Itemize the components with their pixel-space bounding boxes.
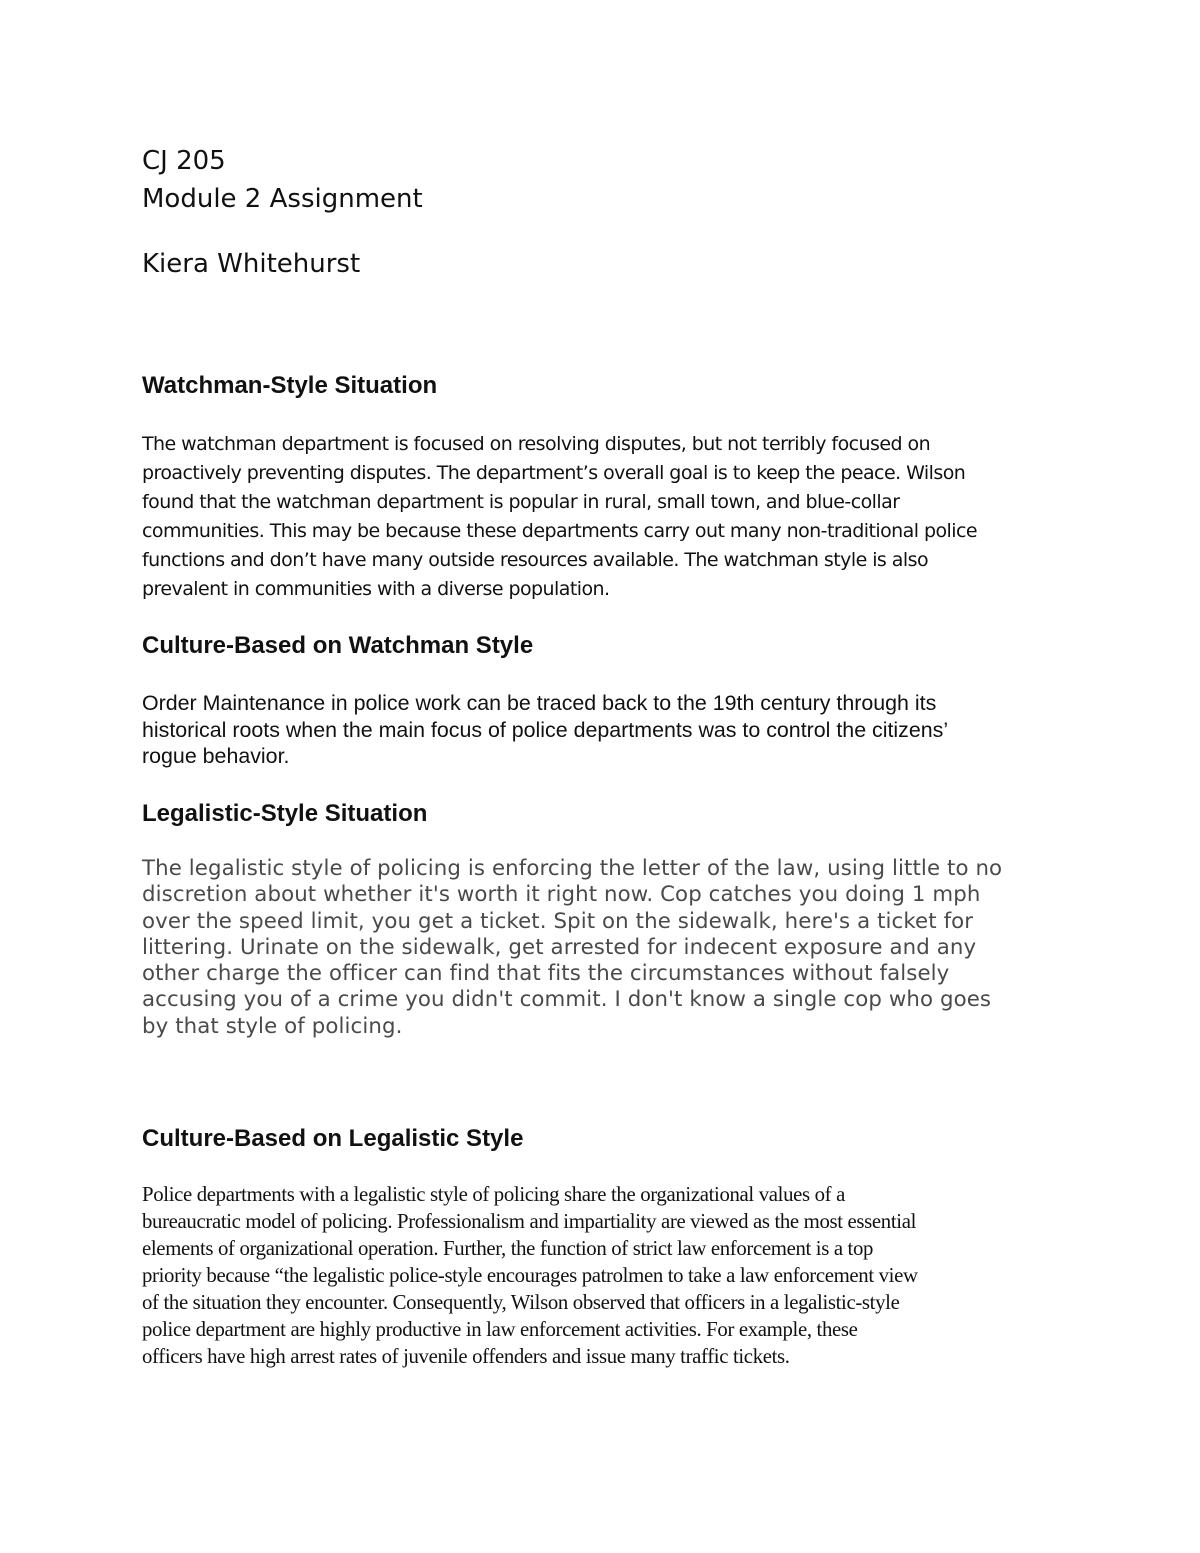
paragraph-line: officers have high arrest rates of juvenile offenders and issue many traffic tickets.	[142, 1345, 790, 1368]
paragraph-line: found that the watchman department is popular in rural, small town, and blue-collar	[142, 491, 900, 513]
paragraph-line: The legalistic style of policing is enforcing the letter of the law, using little to no	[142, 856, 1003, 881]
paragraph-line: elements of organizational operation. Further, the function of strict law enforcement is a top	[142, 1237, 874, 1260]
section-body-watchman-culture	[142, 690, 1057, 770]
section-body-legalistic-situation	[142, 856, 1052, 1040]
author-name: Kiera Whitehurst	[142, 249, 361, 279]
paragraph-line: proactively preventing disputes. The department’s overall goal is to keep the peace. Wilson	[142, 462, 966, 484]
paragraph-line: of the situation they encounter. Consequently, Wilson observed that officers in a legalistic-style	[142, 1291, 900, 1314]
course-code: CJ 205	[142, 146, 226, 176]
paragraph-line: The watchman department is focused on resolving disputes, but not terribly focused on	[142, 433, 931, 455]
paragraph-line: Police departments with a legalistic style of policing share the organizational values of a	[142, 1183, 845, 1206]
assignment-title: Module 2 Assignment	[142, 184, 423, 214]
paragraph-line: over the speed limit, you get a ticket. Spit on the sidewalk, here's a ticket for	[142, 908, 974, 934]
section-heading-watchman-situation: Watchman-Style Situation	[142, 372, 438, 399]
paragraph-line: by that style of policing.	[142, 1013, 403, 1039]
paragraph-line: accusing you of a crime you didn't commit. I don't know a single cop who goes	[142, 987, 992, 1013]
section-body-legalistic-culture	[142, 1181, 1067, 1370]
paragraph-line: Order Maintenance in police work can be traced back to the 19th century through its	[142, 691, 937, 715]
paragraph-line: functions and don’t have many outside resources available. The watchman style is also	[142, 549, 929, 571]
paragraph-line: prevalent in communities with a diverse population.	[142, 578, 610, 600]
paragraph-line: bureaucratic model of policing. Professionalism and impartiality are viewed as the most essential	[142, 1210, 917, 1233]
section-heading-watchman-culture: Culture-Based on Watchman Style	[142, 632, 534, 659]
paragraph-line: littering. Urinate on the sidewalk, get arrested for indecent exposure and any	[142, 934, 977, 960]
paragraph-line: rogue behavior.	[142, 744, 290, 768]
paragraph-line: police department are highly productive in law enforcement activities. For example, these	[142, 1318, 858, 1341]
section-heading-legalistic-culture: Culture-Based on Legalistic Style	[142, 1125, 524, 1152]
paragraph-line: other charge the officer can find that fits the circumstances without falsely	[142, 961, 950, 987]
section-body-watchman-situation	[142, 430, 1057, 604]
paragraph-line: communities. This may be because these departments carry out many non-traditional police	[142, 520, 978, 542]
section-heading-legalistic-situation: Legalistic-Style Situation	[142, 800, 428, 827]
document-header	[142, 142, 1042, 283]
paragraph-line: priority because “the legalistic police-style encourages patrolmen to take a law enforcement view	[142, 1264, 918, 1287]
paragraph-line: historical roots when the main focus of police departments was to control the citizens’	[142, 717, 949, 742]
paragraph-line: discretion about whether it's worth it right now. Cop catches you doing 1 mph	[142, 882, 981, 908]
